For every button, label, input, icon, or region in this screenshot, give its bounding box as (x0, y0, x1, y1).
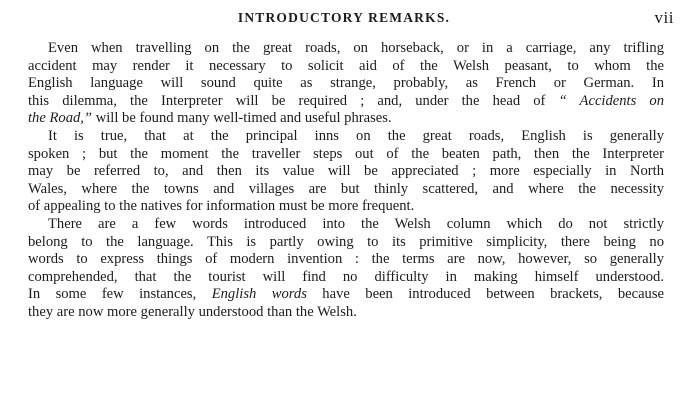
text-run: accident may render it necessary to solicit aid of the Welsh peasant, to whom the (28, 57, 664, 74)
text-line (28, 40, 664, 58)
body-text (28, 40, 664, 322)
text-run: It is true, that at the principal inns on the great roads, English is generally (48, 127, 664, 144)
text-run: of appealing to the natives for information must be more frequent. (28, 198, 415, 215)
text-line (28, 58, 664, 76)
paragraph-accidents (28, 40, 664, 128)
text-run: will be found many well-timed and useful phrases. (92, 110, 392, 127)
text-run: they are now more generally understood than the Welsh. (28, 303, 357, 320)
text-run: Even when travelling on the great roads, on horseback, or in a carriage, any trifling (48, 40, 664, 56)
italic-run: “ Accidents on (558, 92, 665, 109)
text-run: English language will sound quite as strange, probably, as French or German. In (28, 75, 664, 92)
text-run: have been introduced between brackets, because (306, 286, 665, 303)
text-line (28, 163, 664, 181)
text-run: There are a few words introduced into the Welsh column which do not strictly (48, 215, 664, 232)
italic-run: the Road,” (28, 110, 93, 127)
text-line (28, 146, 664, 164)
text-line (28, 93, 664, 111)
text-line (28, 110, 664, 128)
text-line (28, 128, 664, 146)
italic-run: English words (211, 286, 307, 303)
text-run: words to express things of modern invention : the terms are now, however, so generally (28, 251, 664, 268)
paragraph-inns (28, 128, 664, 216)
text-run: In some few instances, (28, 286, 212, 303)
text-line (28, 75, 664, 93)
text-run: Wales, where the towns and villages are but thinly scattered, and where the necessity (28, 180, 664, 197)
text-line (28, 198, 664, 216)
text-line (28, 216, 664, 234)
text-line (28, 304, 664, 322)
text-line (28, 181, 664, 199)
text-run: may be referred to, and then its value will be appreciated ; more especially in North (28, 163, 664, 180)
text-run: spoken ; but the moment the traveller steps out of the beaten path, then the Interpreter (28, 145, 664, 162)
paragraph-welsh-column (28, 216, 664, 322)
text-line (28, 286, 664, 304)
text-run: comprehended, that the tourist will find no difficulty in making himself understood. (28, 268, 664, 285)
text-line (28, 269, 664, 287)
text-line (28, 234, 664, 252)
text-run: this dilemma, the Interpreter will be required ; and, under the head of (28, 92, 559, 109)
running-title: INTRODUCTORY REMARKS. (237, 10, 451, 25)
running-head (0, 8, 688, 30)
page-number: vii (654, 8, 674, 27)
text-line (28, 251, 664, 269)
text-run: belong to the language. This is partly owing to its primitive simplicity, there being no (28, 233, 664, 250)
